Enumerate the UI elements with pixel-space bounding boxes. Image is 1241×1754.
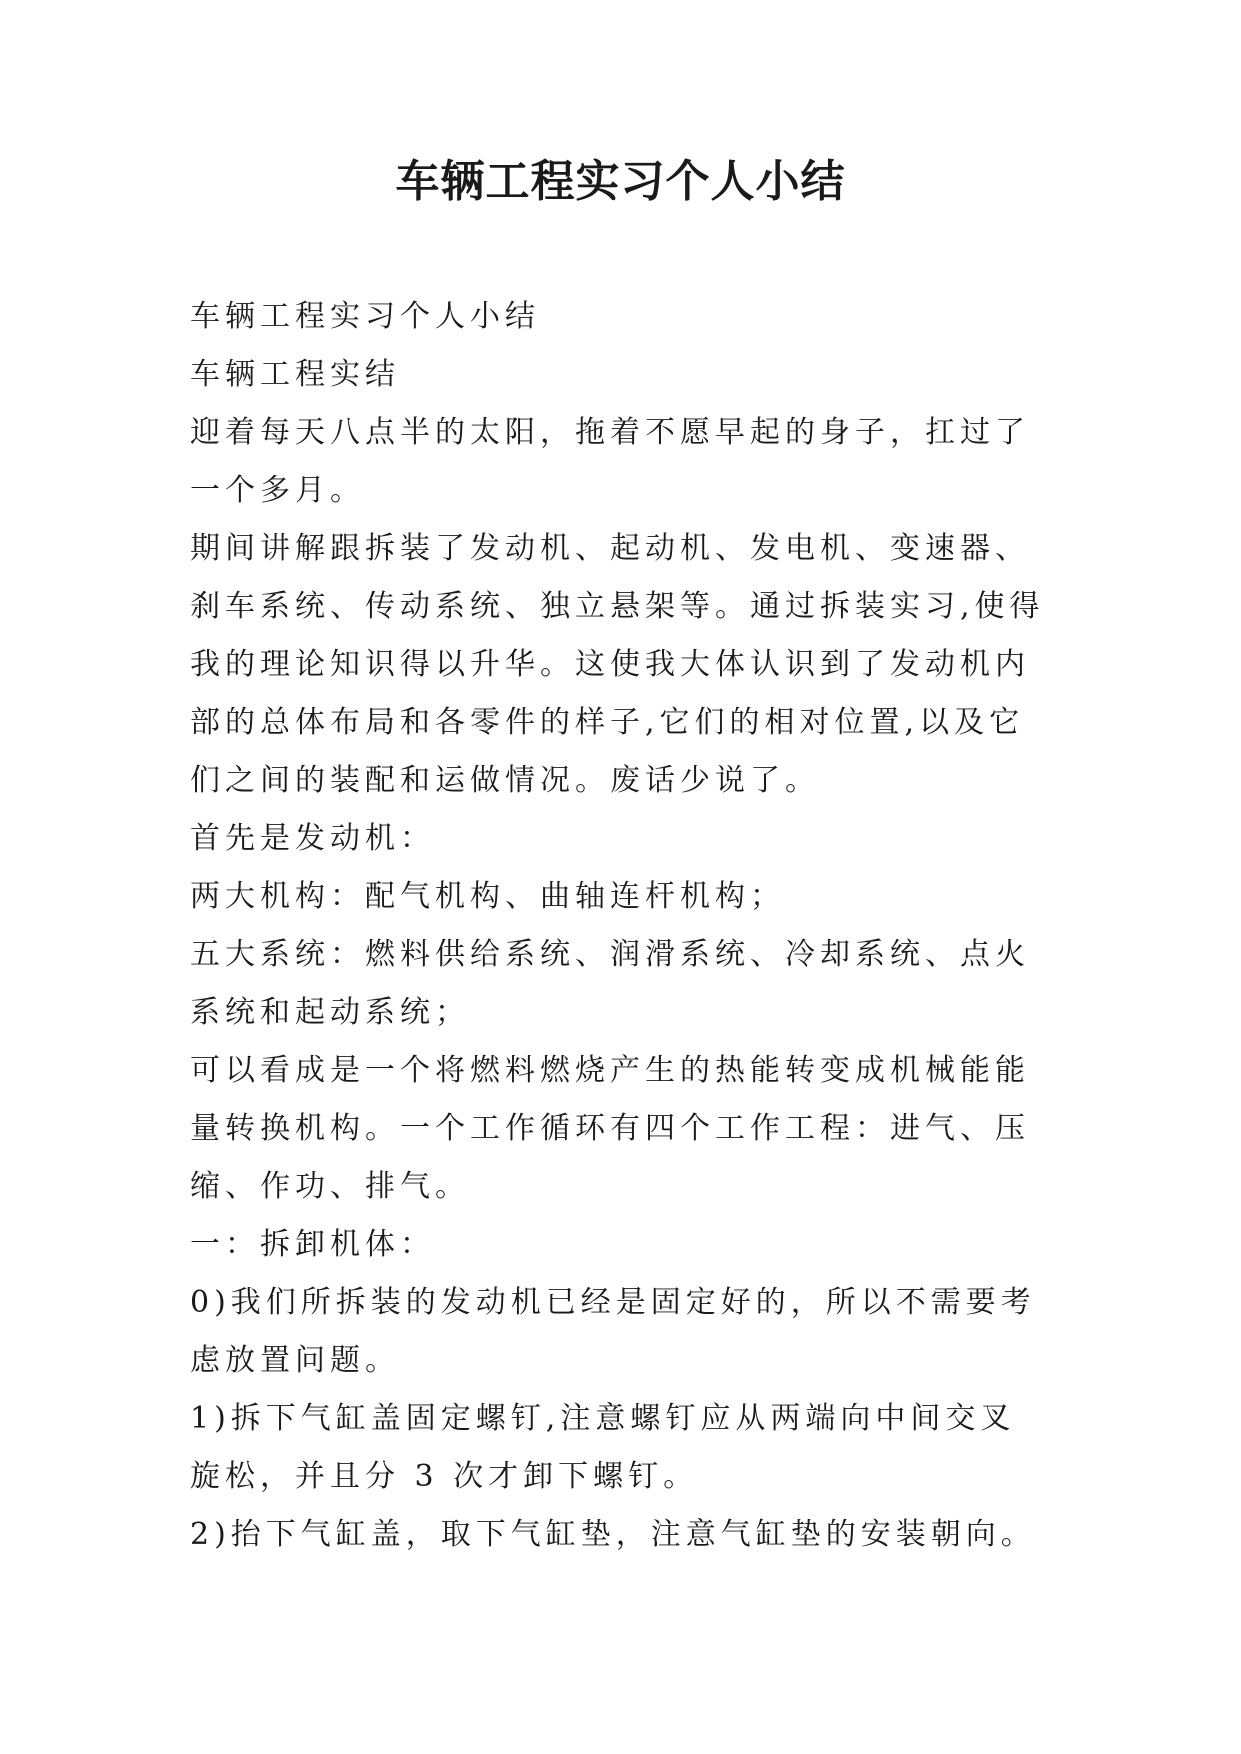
paragraph: 2)抬下气缸盖，取下气缸垫，注意气缸垫的安装朝向。	[190, 1517, 1036, 1552]
document-title: 车辆工程实习个人小结	[395, 156, 846, 207]
paragraph: 两大机构：配气机构、曲轴连杆机构；	[190, 879, 785, 914]
paragraph: 可以看成是一个将燃料燃烧产生的热能转变成机械能能量转换机构。一个工作循环有四个工作工程：进气、压缩、作功、排气。	[190, 1053, 1030, 1204]
paragraph: 首先是发动机：	[190, 821, 435, 856]
paragraph: 五大系统：燃料供给系统、润滑系统、冷却系统、点火系统和起动系统；	[190, 937, 1030, 1030]
paragraph: 一：拆卸机体：	[190, 1227, 435, 1262]
paragraph: 车辆工程实习个人小结	[190, 299, 540, 334]
paragraph: 0)我们所拆装的发动机已经是固定好的，所以不需要考虑放置问题。	[190, 1285, 1036, 1378]
paragraph: 1)拆下气缸盖固定螺钉,注意螺钉应从两端向中间交叉旋松，并且分 3 次才卸下螺钉。	[190, 1401, 1016, 1494]
paragraph: 车辆工程实结	[190, 357, 400, 392]
paragraph: 期间讲解跟拆装了发动机、起动机、发电机、变速器、刹车系统、传动系统、独立悬架等。通过拆装实习,使得我的理论知识得以升华。这使我大体认识到了发动机内部的总体布局和各零件的样子,它们的相对位置,以及它们之间的装配和运做情况。废话少说了。	[190, 531, 1045, 798]
paragraph: 迎着每天八点半的太阳，拖着不愿早起的身子，扛过了一个多月。	[190, 415, 1030, 508]
document-body	[190, 288, 1050, 1564]
